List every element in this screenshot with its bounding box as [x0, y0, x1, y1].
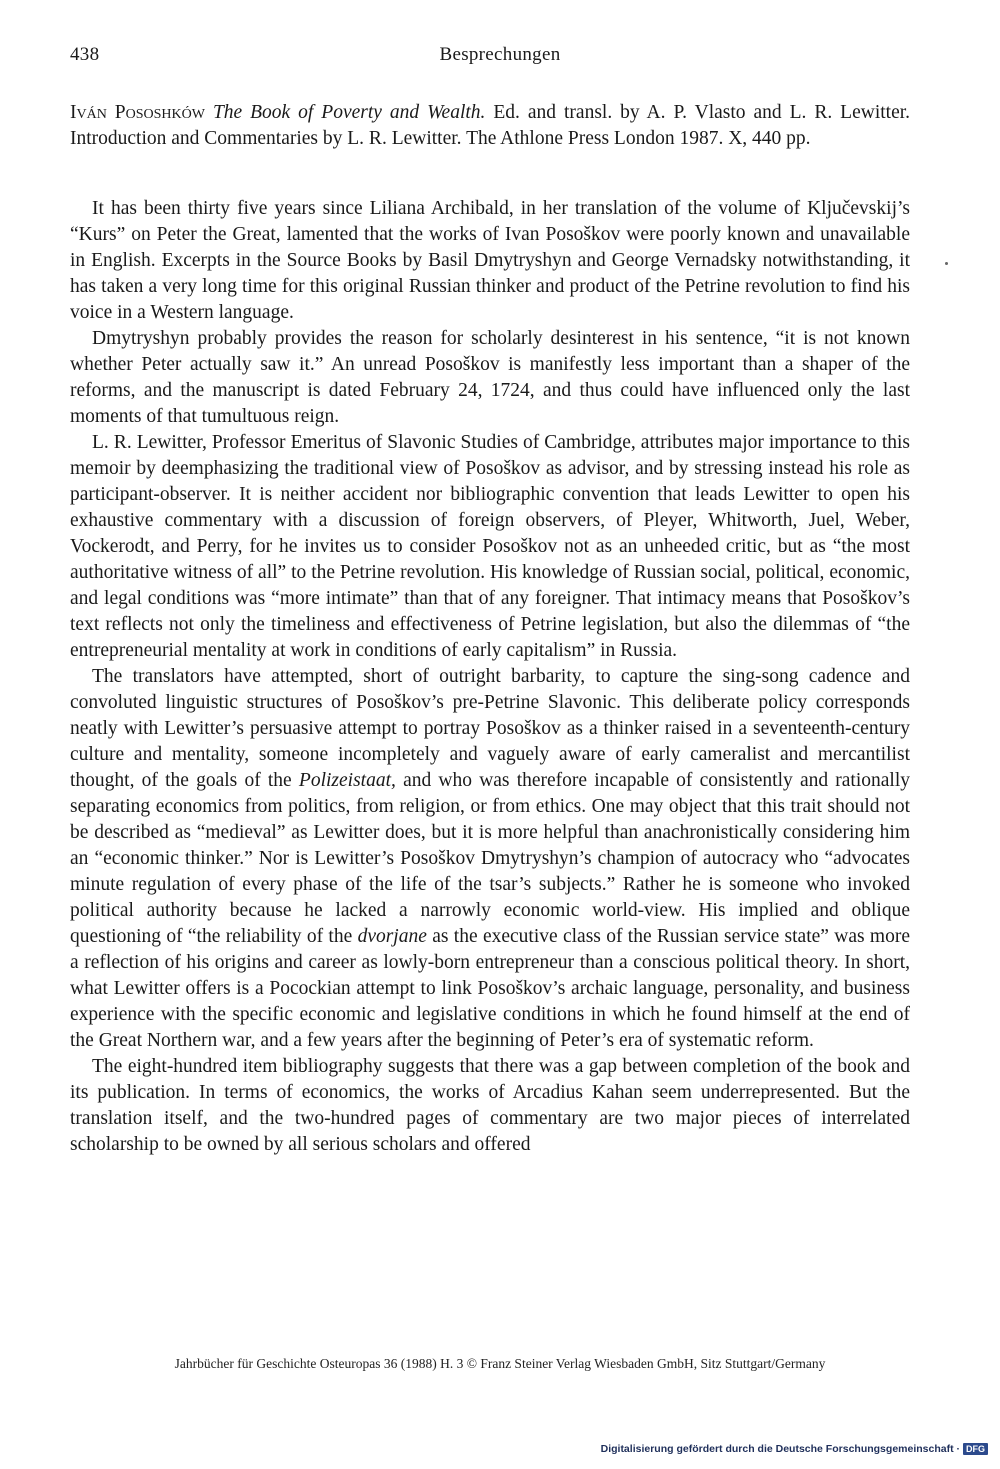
paragraph — [70, 664, 910, 1054]
page-number: 438 — [70, 44, 100, 65]
paragraph: L. R. Lewitter, Professor Emeritus of Slavonic Studies of Cambridge, attributes major importance to this memoir by deemphasizing the traditional view of Posoškov as advisor, and by stressing instead his role as participant-observer. It is neither accident nor bibliographic convention that leads Lewitter to open his exhaustive commentary with a discussion of foreign observers, of Pleyer, Whitworth, Juel, Weber, Vockerodt, and Perry, for he invites us to consider Posoškov not as an unheeded critic, but as “the most authoritative witness of all” to the Petrine revolution. His knowledge of Russian social, political, economic, and legal conditions was “more intimate” than that of any foreigner. That intimacy means that Posoškov’s text reflects not only the timeliness and effectiveness of Petrine legislation, but also the dilemmas of “the entrepreneurial mentality at work in conditions of early capitalism” in Russia. — [70, 432, 910, 661]
margin-mark — [945, 262, 948, 265]
italic-term: dvorjane — [357, 926, 427, 947]
paragraph: Dmytryshyn probably provides the reason for scholarly desinterest in his sentence, “it is not known whether Peter actually saw it.” An unread Posoškov is manifestly less important than a shaper of the reforms, and the manuscript is dated February 24, 1724, and thus could have influenced only the last moments of that tumultuous reign. — [70, 328, 910, 427]
review-citation — [70, 100, 910, 152]
review-body — [70, 196, 910, 1158]
dfg-logo-icon: DFG — [963, 1443, 988, 1455]
paragraph: It has been thirty five years since Liliana Archibald, in her translation of the volume of Ključevskij’s “Kurs” on Peter the Great, lamented that the works of Ivan Posoškov were poorly known and unavailable in English. Excerpts in the Source Books by Basil Dmytryshyn and George Vernadsky notwithstanding, it has taken a very long time for this original Russian thinker and product of the Petrine revolution to find his voice in a Western language. — [70, 198, 910, 323]
digitization-notice — [601, 1443, 988, 1455]
journal-footer: Jahrbücher für Geschichte Osteuropas 36 (1988) H. 3 © Franz Steiner Verlag Wiesbaden GmbH, Sitz Stuttgart/Germany — [174, 1356, 826, 1371]
running-head: Besprechungen — [439, 44, 561, 65]
citation-title: The Book of Poverty and Wealth. — [212, 102, 486, 123]
paragraph-text: as the executive class of the Russian service state” was more a reflection of his origins and career as lowly-born entrepreneur than a conscious political theory. In short, what Lewitter offers is a Pocockian attempt to link Posoškov’s archaic language, personality, and business experience with the specific economic and legislative conditions in which he found himself at the end of the Great Northern war, and a few years after the beginning of Peter’s era of systematic reform. — [70, 926, 910, 1051]
paragraph-text: and who was therefore incapable of consistently and rationally separating economics from politics, from religion, or from ethics. One may object that this trait should not be described as “medieval” as Lewitter does, but it is more helpful than anachronistically considering him an “economic thinker.” Nor is Lewitter’s Posoškov Dmytryshyn’s champion of autocracy who “advocates minute regulation of every phase of the life of the tsar’s subjects.” Rather he is someone who invoked political authority because he lacked a narrowly economic world-view. His implied and oblique questioning of “the reliability of the — [70, 770, 911, 947]
paragraph: The eight-hundred item bibliography suggests that there was a gap between completion of the book and its publication. In terms of economics, the works of Arcadius Kahan seem underrepresented. But the translation itself, and the two-hundred pages of commentary are two major pieces of interrelated scholarship to be owned by all serious scholars and offered — [70, 1056, 910, 1155]
digitization-text: Digitalisierung gefördert durch die Deutsche Forschungsgemeinschaft · — [600, 1443, 960, 1455]
paragraph-text: The translators have attempted, short of outright barbarity, to capture the sing-song cadence and convoluted linguistic structures of Posoškov’s pre-Petrine Slavonic. This deliberate policy corresponds neatly with Lewitter’s persuasive attempt to portray Posoškov as a thinker raised in a seventeenth-century culture and mentality, someone incompletely and vaguely aware of early cameralist and mercantilist thought, of the goals of the — [70, 666, 910, 791]
citation-details: Ed. and transl. by A. P. Vlasto and L. R. Lewitter. Introduction and Commentaries by L. R. Lewitter. The Athlone Press London 1987. X, 440 pp. — [70, 102, 911, 149]
citation-author: Iván Pososhków — [70, 102, 205, 123]
italic-term: Polizeistaat, — [298, 770, 396, 791]
